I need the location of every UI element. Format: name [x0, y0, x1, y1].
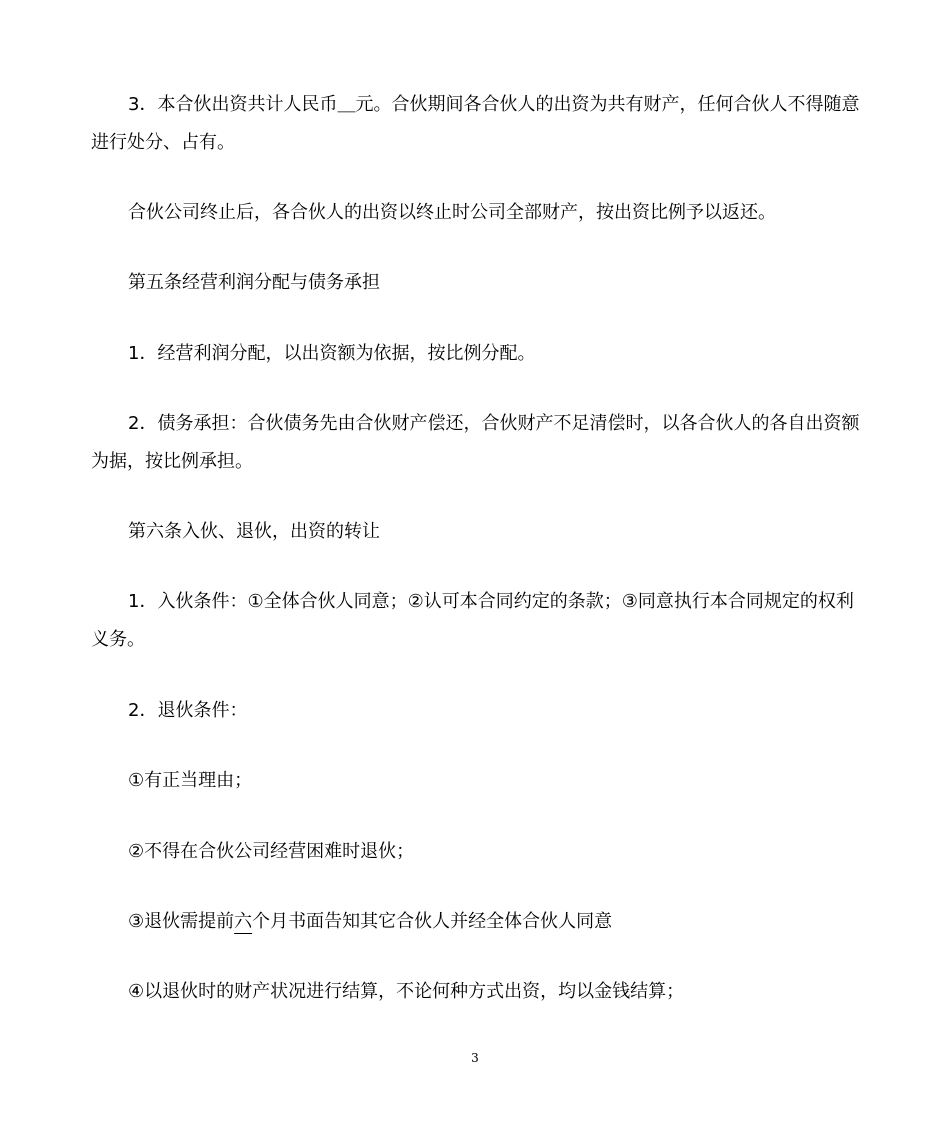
underlined-months-value: 六 [234, 911, 253, 932]
paragraph-capital-contribution: 3．本合伙出资共计人民币＿元。合伙期间各合伙人的出资为共有财产，任何合伙人不得随意进行处分、占有。 [91, 94, 860, 153]
heading-article-five: 第五条经营利润分配与债务承担 [128, 272, 380, 293]
heading-article-six: 第六条入伙、退伙，出资的转让 [128, 521, 380, 542]
paragraph-termination-return: 合伙公司终止后，各合伙人的出资以终止时公司全部财产，按出资比例予以返还。 [128, 202, 776, 223]
paragraph-debt-bearing: 2．债务承担：合伙债务先由合伙财产偿还，合伙财产不足清偿时，以各合伙人的各自出资额为据，按比例承担。 [91, 413, 860, 472]
list-item-withdrawal-3-after: 个月书面告知其它合伙人并经全体合伙人同意 [252, 911, 613, 932]
list-item-withdrawal-4: ④以退伙时的财产状况进行结算，不论何种方式出资，均以金钱结算； [128, 981, 685, 1002]
paragraph-admission-conditions: 1．入伙条件：①全体合伙人同意；②认可本合同约定的条款；③同意执行本合同规定的权利义务。 [91, 591, 854, 650]
list-item-withdrawal-3 [91, 903, 866, 941]
paragraph-profit-distribution: 1．经营利润分配，以出资额为依据，按比例分配。 [128, 343, 536, 364]
list-item-withdrawal-1: ①有正当理由； [128, 770, 253, 791]
list-item-withdrawal-2: ②不得在合伙公司经营困难时退伙； [128, 841, 415, 862]
list-item-withdrawal-3-before: ③退伙需提前 [128, 911, 235, 932]
paragraph-withdrawal-conditions: 2．退伙条件： [128, 700, 248, 721]
page-number: 3 [471, 1051, 479, 1065]
